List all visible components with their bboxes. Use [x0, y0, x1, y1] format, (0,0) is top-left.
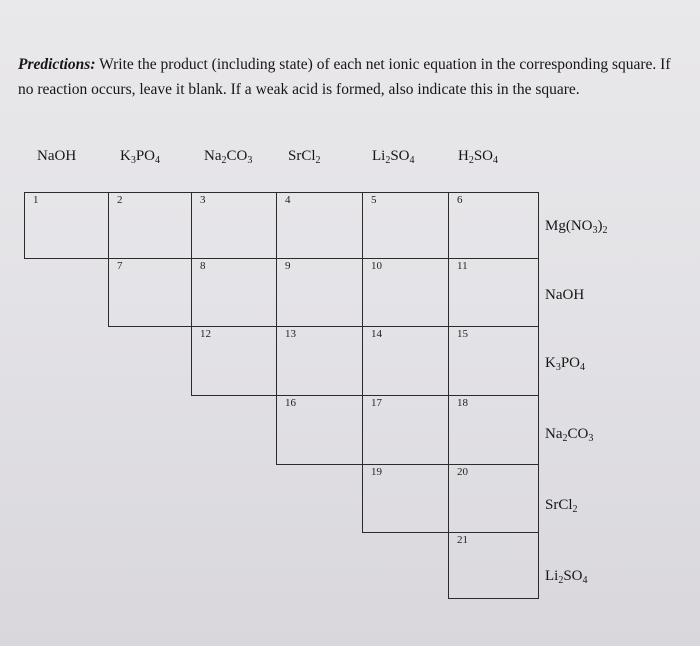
- column-header-3: $Na_2CO_3$: [204, 148, 253, 166]
- cell-number: 8: [200, 260, 206, 272]
- row-header-1: $Mg(NO_3)_2$: [545, 218, 608, 236]
- cell-number: 9: [285, 260, 291, 272]
- cell-number: 7: [117, 260, 123, 272]
- cell-number: 6: [457, 194, 463, 206]
- instructions-paragraph: [18, 52, 678, 102]
- row-header-3: $K_3PO_4$: [545, 355, 586, 373]
- cell-number: 19: [371, 466, 382, 478]
- cell-number: 5: [371, 194, 377, 206]
- column-header-1: NaOH: [37, 148, 77, 164]
- answer-cell-9[interactable]: [276, 258, 363, 327]
- answer-cell-19[interactable]: [362, 464, 449, 533]
- answer-cell-5[interactable]: [362, 192, 449, 259]
- answer-cell-6[interactable]: [448, 192, 539, 259]
- cell-number: 11: [457, 260, 468, 272]
- answer-cell-4[interactable]: [276, 192, 363, 259]
- cell-number: 3: [200, 194, 206, 206]
- column-header-6: $H_2SO_4$: [458, 148, 499, 166]
- answer-cell-1[interactable]: [24, 192, 109, 259]
- answer-cell-15[interactable]: [448, 326, 539, 396]
- cell-number: 18: [457, 397, 468, 409]
- cell-number: 14: [371, 328, 382, 340]
- row-header-5: SrCl$_2$: [545, 497, 578, 515]
- cell-number: 12: [200, 328, 211, 340]
- row-header-6: $Li_2SO_4$: [545, 568, 588, 586]
- answer-cell-11[interactable]: [448, 258, 539, 327]
- answer-cell-16[interactable]: [276, 395, 363, 465]
- answer-cell-13[interactable]: [276, 326, 363, 396]
- answer-cell-10[interactable]: [362, 258, 449, 327]
- answer-cell-18[interactable]: [448, 395, 539, 465]
- answer-cell-20[interactable]: [448, 464, 539, 533]
- answer-cell-7[interactable]: [108, 258, 192, 327]
- cell-number: 21: [457, 534, 468, 546]
- cell-number: 13: [285, 328, 296, 340]
- answer-cell-2[interactable]: [108, 192, 192, 259]
- answer-cell-21[interactable]: [448, 532, 539, 599]
- answer-cell-17[interactable]: [362, 395, 449, 465]
- cell-number: 15: [457, 328, 468, 340]
- predictions-label: Predictions:: [18, 56, 96, 73]
- answer-cell-3[interactable]: [191, 192, 277, 259]
- instructions-text: Write the product (including state) of each net ionic equation in the corresponding square. If no reaction occurs, leave it blank. If a weak acid is formed, also indicate this in the square.: [18, 56, 671, 98]
- row-header-4: $Na_2CO_3$: [545, 426, 594, 444]
- column-header-4: SrCl$_2$: [288, 148, 321, 166]
- answer-cell-14[interactable]: [362, 326, 449, 396]
- cell-number: 17: [371, 397, 382, 409]
- cell-number: 16: [285, 397, 296, 409]
- column-header-2: $K_3PO_4$: [120, 148, 161, 166]
- answer-cell-12[interactable]: [191, 326, 277, 396]
- cell-number: 2: [117, 194, 123, 206]
- cell-number: 20: [457, 466, 468, 478]
- row-header-2: NaOH: [545, 287, 585, 303]
- cell-number: 1: [33, 194, 39, 206]
- answer-cell-8[interactable]: [191, 258, 277, 327]
- cell-number: 10: [371, 260, 382, 272]
- cell-number: 4: [285, 194, 291, 206]
- column-header-5: $Li_2SO_4$: [372, 148, 415, 166]
